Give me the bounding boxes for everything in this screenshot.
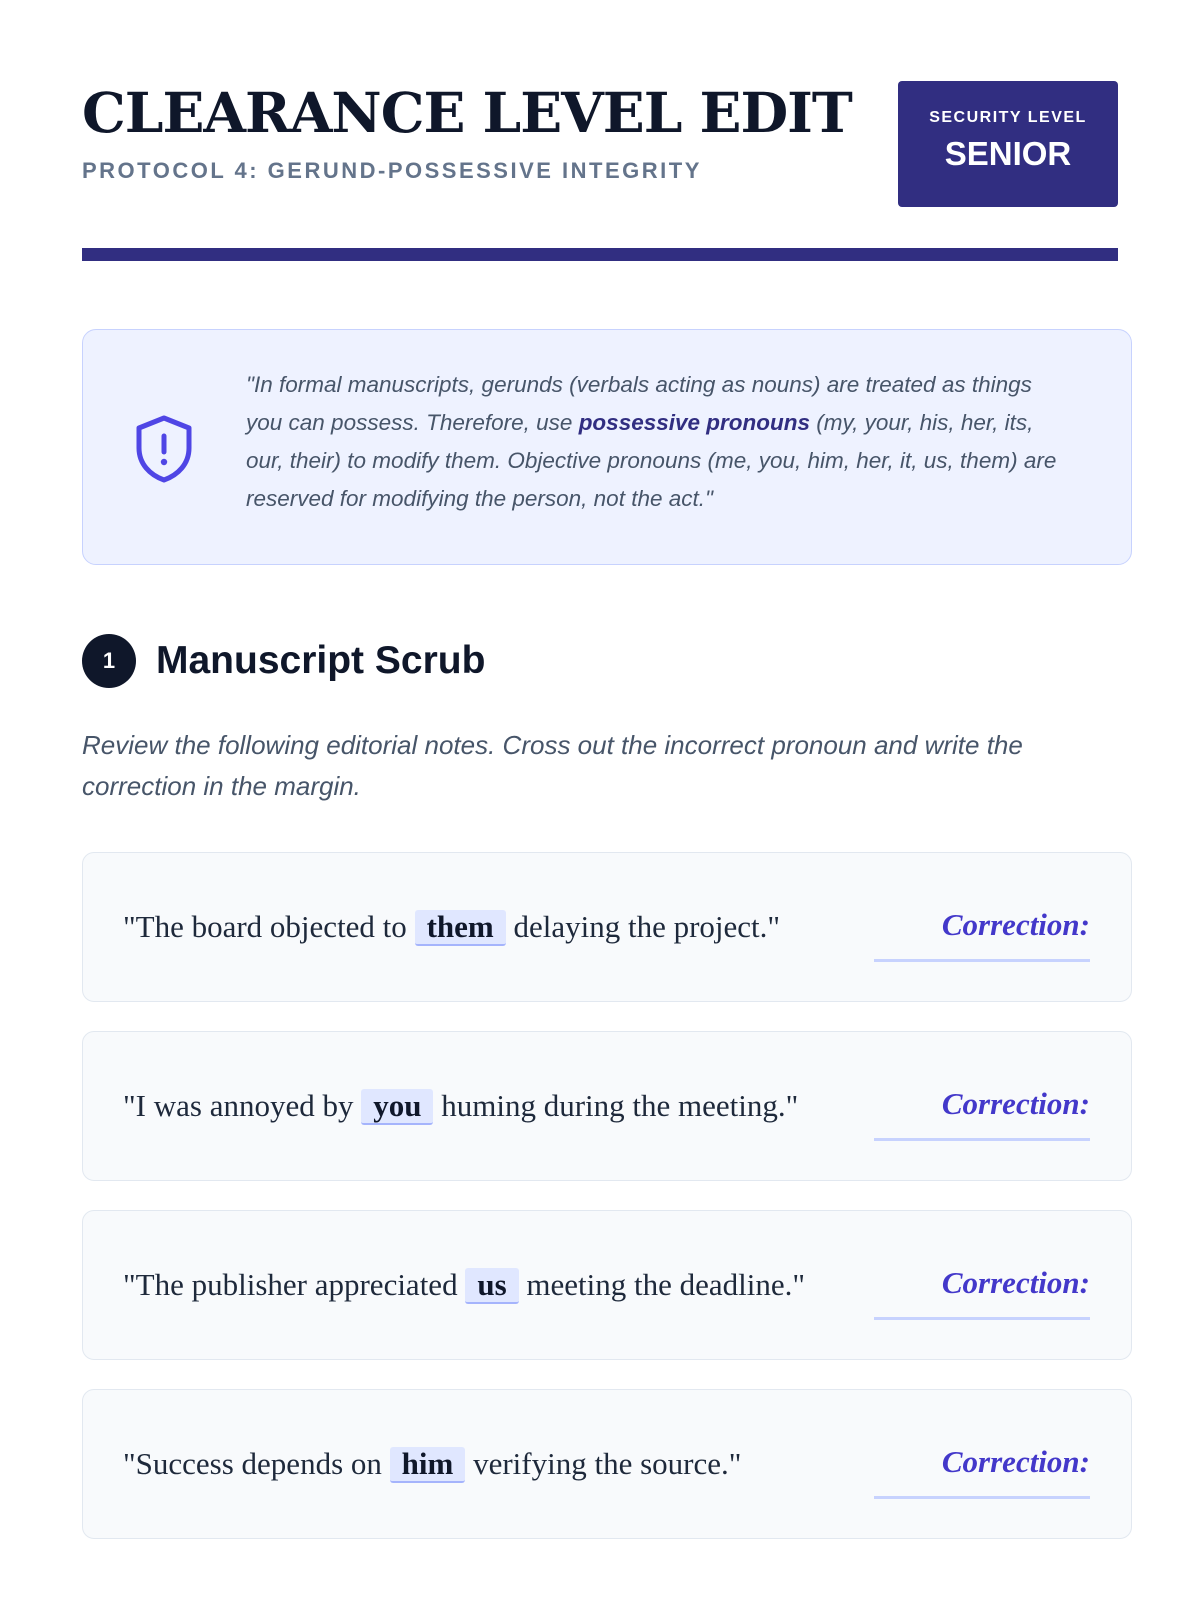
badge-value: SENIOR bbox=[944, 135, 1072, 172]
note-text-after: delaying the project." bbox=[513, 909, 781, 944]
page-title: CLEARANCE LEVEL EDIT bbox=[82, 80, 852, 145]
header-divider bbox=[82, 248, 1118, 261]
incorrect-pronoun[interactable]: him bbox=[390, 1447, 466, 1483]
note-text-after: huming during the meeting." bbox=[441, 1088, 799, 1123]
callout-emphasis: possessive pronouns bbox=[578, 410, 811, 435]
note-card bbox=[82, 1210, 1132, 1360]
note-text-before: "The board objected to bbox=[123, 909, 407, 944]
shield-alert-icon bbox=[131, 412, 197, 486]
note-card bbox=[82, 852, 1132, 1002]
step-number-badge: 1 bbox=[82, 634, 136, 688]
incorrect-pronoun[interactable]: them bbox=[415, 910, 506, 946]
note-text-before: "I was annoyed by bbox=[123, 1088, 354, 1123]
note-sentence bbox=[123, 909, 780, 946]
incorrect-pronoun[interactable]: you bbox=[361, 1089, 433, 1125]
correction-field[interactable]: Correction: bbox=[874, 907, 1090, 962]
note-text-before: "Success depends on bbox=[123, 1446, 382, 1481]
note-sentence bbox=[123, 1088, 798, 1125]
note-sentence bbox=[123, 1446, 741, 1483]
header bbox=[82, 0, 1118, 260]
note-card bbox=[82, 1031, 1132, 1181]
note-sentence bbox=[123, 1267, 805, 1304]
note-text-after: meeting the deadline." bbox=[526, 1267, 806, 1302]
callout-text-before: "In formal manuscripts, gerunds (verbals acting as nouns) are treated as things you can possess. Therefore, use bbox=[246, 372, 1032, 435]
section-title: Manuscript Scrub bbox=[156, 639, 486, 682]
note-text-after: verifying the source." bbox=[473, 1446, 742, 1481]
callout-text-after: (my, your, his, her, its, our, their) to modify them. Objective pronouns (me, you, him, her, it, us, them) are reserved for modifying the person, not the act." bbox=[246, 410, 1057, 511]
section-instructions: Review the following editorial notes. Cross out the incorrect pronoun and write the correction in the margin. bbox=[82, 730, 1023, 801]
badge-label: SECURITY LEVEL bbox=[929, 109, 1087, 126]
callout-text bbox=[246, 366, 1061, 518]
correction-field[interactable]: Correction: bbox=[874, 1086, 1090, 1141]
security-level-badge bbox=[898, 81, 1118, 207]
incorrect-pronoun[interactable]: us bbox=[465, 1268, 518, 1304]
rule-callout bbox=[82, 329, 1132, 565]
page-subtitle: PROTOCOL 4: GERUND-POSSESSIVE INTEGRITY bbox=[82, 158, 702, 183]
note-text-before: "The publisher appreciated bbox=[123, 1267, 458, 1302]
correction-field[interactable]: Correction: bbox=[874, 1444, 1090, 1499]
note-card bbox=[82, 1389, 1132, 1539]
correction-field[interactable]: Correction: bbox=[874, 1265, 1090, 1320]
